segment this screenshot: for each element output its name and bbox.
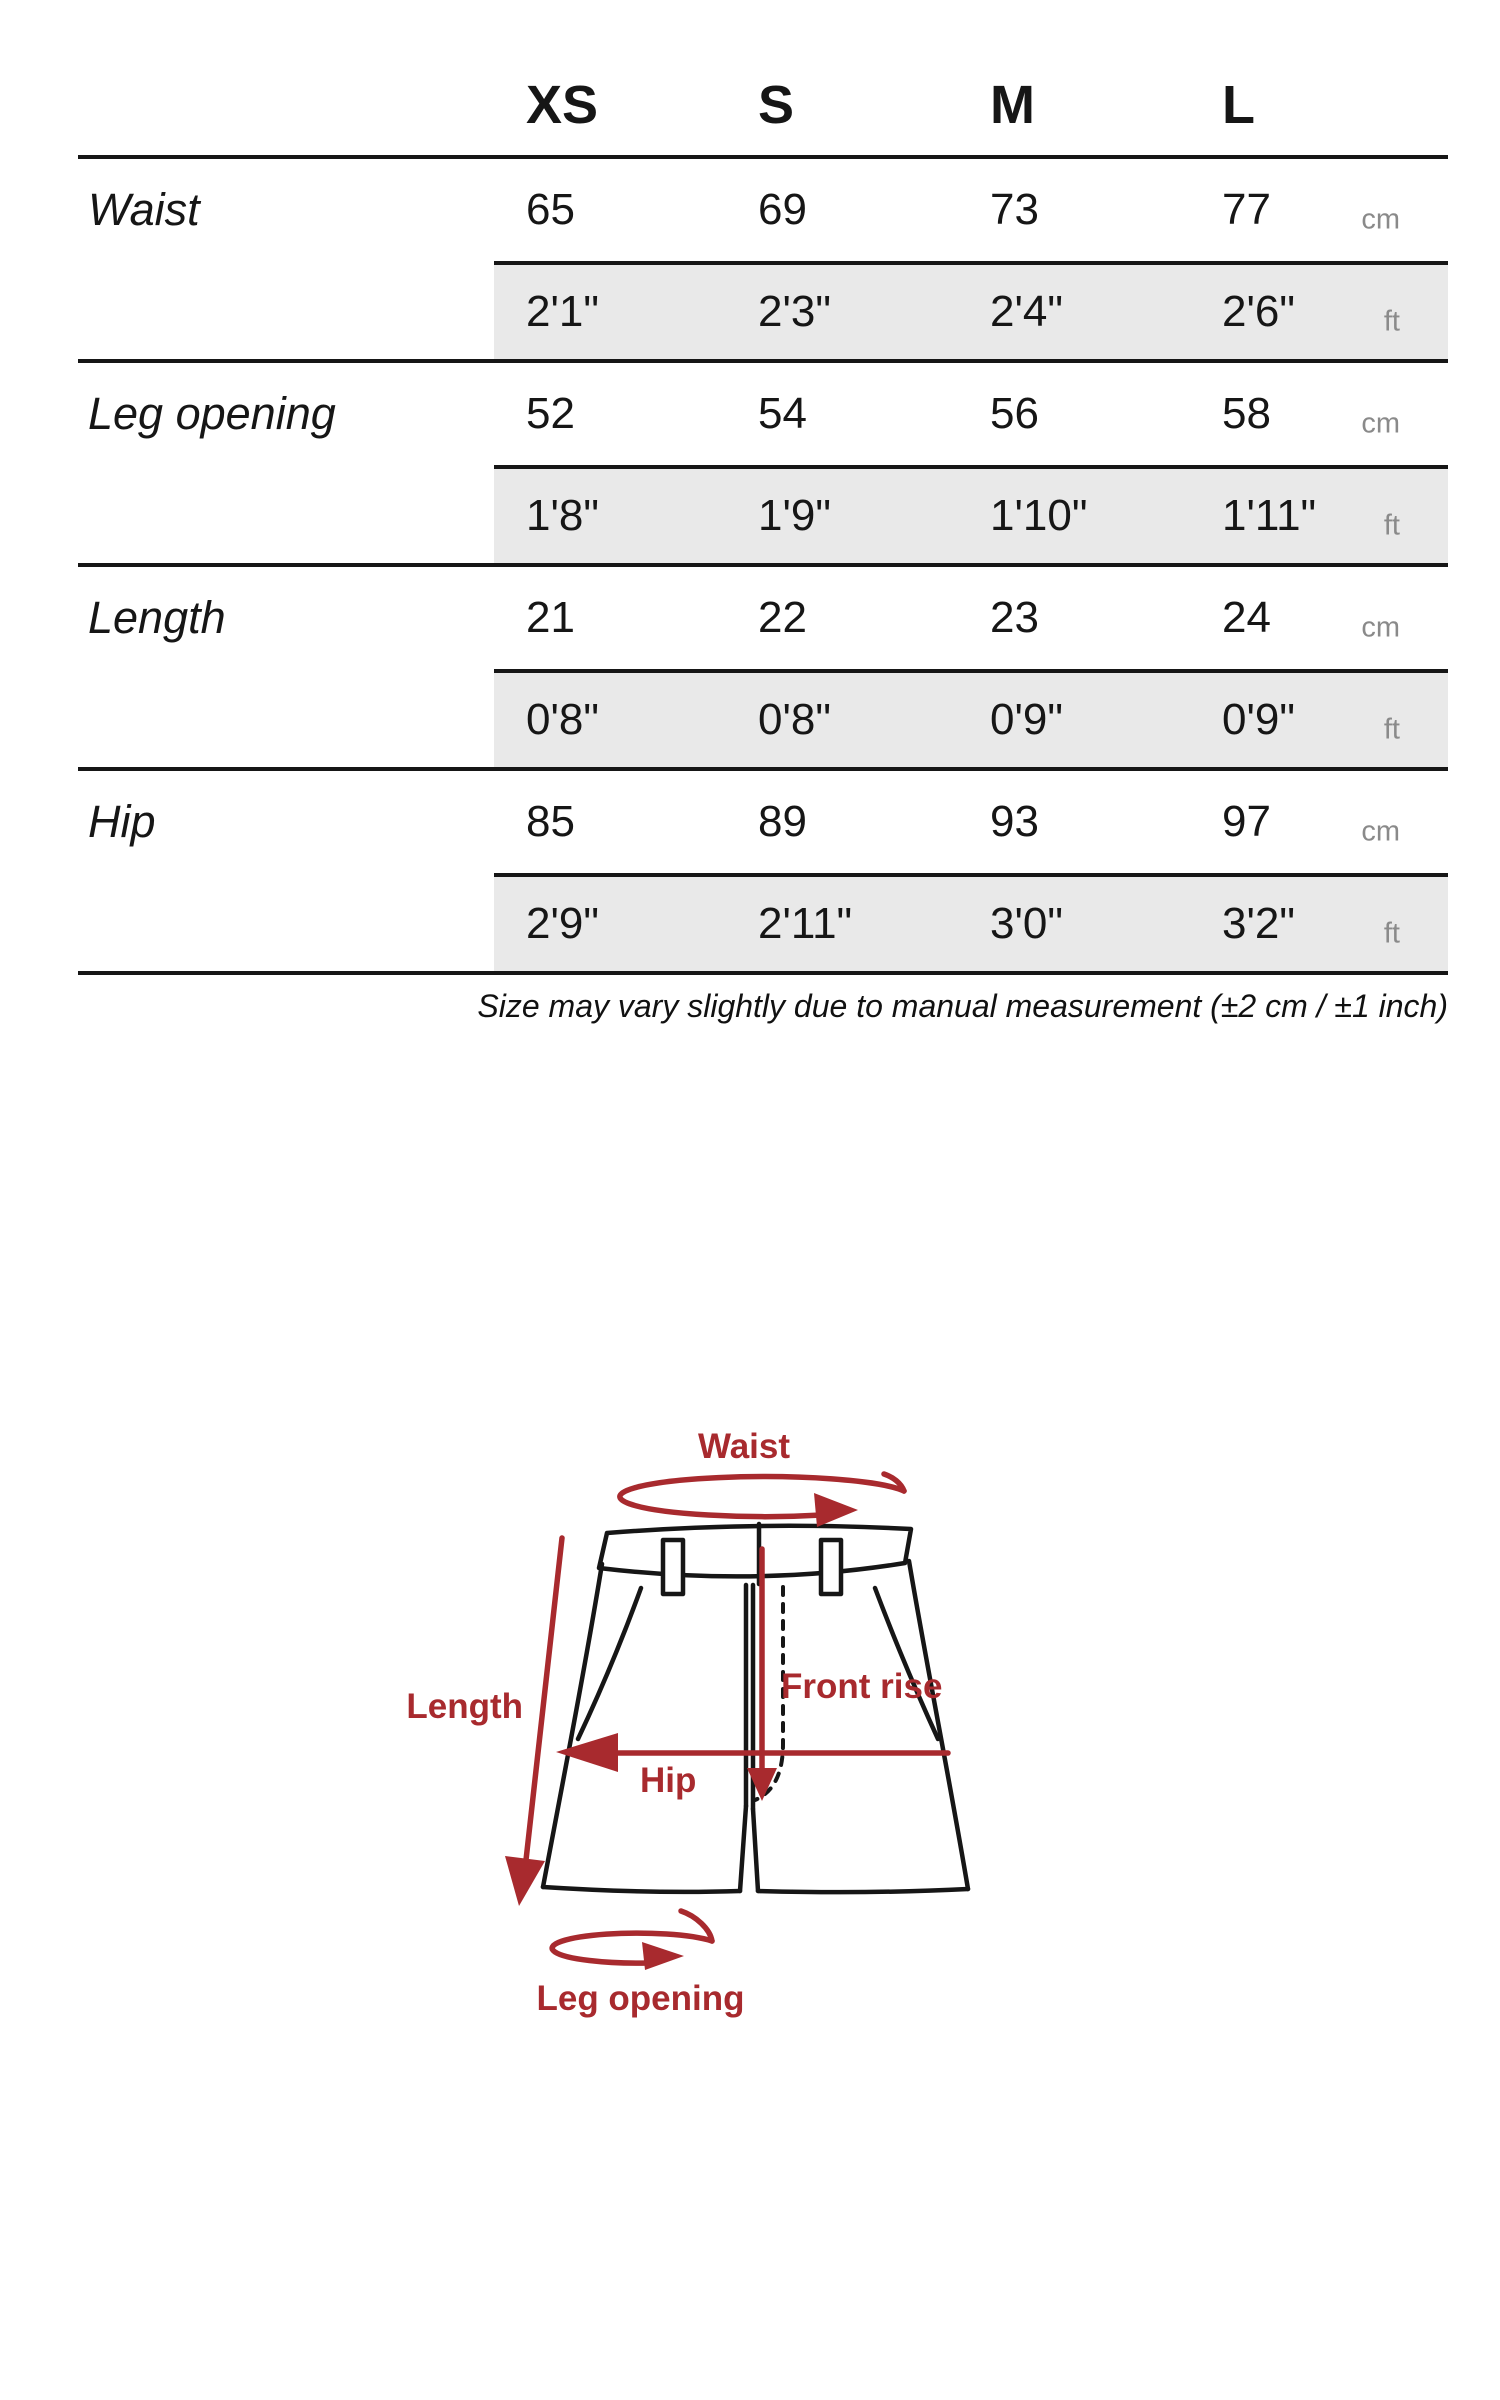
table-row-leg-opening-cm [78, 363, 1448, 465]
left-inseam [740, 1806, 746, 1891]
diagram-label-length: Length [406, 1687, 523, 1726]
unit-ft-label: ft [1383, 305, 1400, 338]
value-cell: 2'6" [1222, 287, 1295, 336]
measure-group-hip [78, 771, 1448, 975]
size-chart-table [78, 55, 1448, 975]
value-cell: 0'9" [990, 695, 1063, 744]
right-belt-loop [821, 1540, 841, 1594]
row-label-empty [78, 873, 494, 971]
value-cell: 1'9" [758, 491, 831, 540]
value-cell: 0'8" [758, 695, 831, 744]
value-cell: 77 [1222, 185, 1271, 234]
value-cell: 0'8" [526, 695, 599, 744]
size-header-row [78, 55, 1448, 159]
value-cell: 22 [758, 593, 807, 642]
unit-cell [1383, 673, 1448, 767]
unit-cm-label: cm [1361, 815, 1400, 848]
value-cell: 23 [990, 593, 1039, 642]
diagram-label-leg-opening: Leg opening [536, 1979, 745, 2018]
value-cell: 2'3" [758, 287, 831, 336]
value-cell: 3'2" [1222, 899, 1295, 948]
waist-girth-arrow [620, 1474, 904, 1527]
size-header-m: M [990, 75, 1035, 135]
value-cell: 21 [526, 593, 575, 642]
diagram-label-front-rise: Front rise [781, 1667, 943, 1706]
header-unit-spacer [1422, 55, 1448, 155]
value-cell: 0'9" [1222, 695, 1295, 744]
row-label-empty [78, 261, 494, 359]
value-cell: 56 [990, 389, 1039, 438]
value-cell: 52 [526, 389, 575, 438]
row-label-length: Length [88, 592, 226, 643]
measurement-disclaimer: Size may vary slightly due to manual measurement (±2 cm / ±1 inch) [477, 988, 1448, 1024]
unit-cell [1383, 469, 1448, 563]
row-label-empty [78, 465, 494, 563]
length-arrowhead-icon [505, 1856, 545, 1906]
row-label-empty [78, 669, 494, 767]
table-row-length-cm [78, 567, 1448, 669]
measure-group-waist [78, 159, 1448, 363]
value-cell: 58 [1222, 389, 1271, 438]
table-row-hip-ft [78, 873, 1448, 971]
table-row-hip-cm [78, 771, 1448, 873]
unit-cell [1383, 877, 1448, 971]
value-cell: 93 [990, 797, 1039, 846]
value-cell: 1'11" [1222, 491, 1317, 540]
diagram-label-hip: Hip [640, 1761, 697, 1800]
measure-group-leg-opening [78, 363, 1448, 567]
value-cell: 3'0" [990, 899, 1063, 948]
size-header-xs: XS [526, 75, 599, 135]
left-belt-loop [663, 1540, 683, 1594]
value-cell: 97 [1222, 797, 1271, 846]
leg-opening-girth-arrow [552, 1911, 712, 1970]
unit-cell [1383, 265, 1448, 359]
unit-cell [1361, 159, 1448, 261]
value-cell: 54 [758, 389, 807, 438]
unit-ft-label: ft [1383, 509, 1400, 542]
size-header-l: L [1222, 75, 1255, 135]
shorts-outline-drawing [543, 1524, 968, 1892]
unit-ft-label: ft [1383, 713, 1400, 746]
unit-cell [1361, 363, 1448, 465]
value-cell: 24 [1222, 593, 1271, 642]
unit-cm-label: cm [1361, 203, 1400, 236]
value-cell: 69 [758, 185, 807, 234]
unit-cell [1361, 567, 1448, 669]
unit-cm-label: cm [1361, 611, 1400, 644]
value-cell: 2'9" [526, 899, 599, 948]
table-row-length-ft [78, 669, 1448, 767]
waist-arrowhead-icon [814, 1493, 858, 1527]
value-cell: 1'10" [990, 491, 1088, 540]
value-cell: 1'8" [526, 491, 599, 540]
header-label-spacer [78, 55, 494, 155]
leg-opening-arrowhead-icon [642, 1942, 684, 1970]
unit-ft-label: ft [1383, 917, 1400, 950]
value-cell: 2'4" [990, 287, 1063, 336]
unit-cell [1361, 771, 1448, 873]
unit-cm-label: cm [1361, 407, 1400, 440]
value-cell: 65 [526, 185, 575, 234]
value-cell: 85 [526, 797, 575, 846]
table-row-waist-cm [78, 159, 1448, 261]
value-cell: 2'11" [758, 899, 853, 948]
measure-group-length [78, 567, 1448, 771]
left-hem [543, 1887, 740, 1892]
right-outer-seam [909, 1561, 968, 1889]
table-row-leg-opening-ft [78, 465, 1448, 563]
table-row-waist-ft [78, 261, 1448, 359]
right-inseam [753, 1809, 758, 1891]
waistband [599, 1526, 911, 1577]
value-cell: 89 [758, 797, 807, 846]
left-pocket-line [578, 1588, 641, 1739]
size-header-s: S [758, 75, 795, 135]
row-label-hip: Hip [88, 796, 156, 847]
value-cell: 2'1" [526, 287, 599, 336]
value-cell: 73 [990, 185, 1039, 234]
row-label-waist: Waist [88, 184, 200, 235]
row-label-leg-opening: Leg opening [88, 388, 336, 439]
right-hem [758, 1889, 968, 1892]
diagram-label-waist: Waist [697, 1427, 791, 1466]
